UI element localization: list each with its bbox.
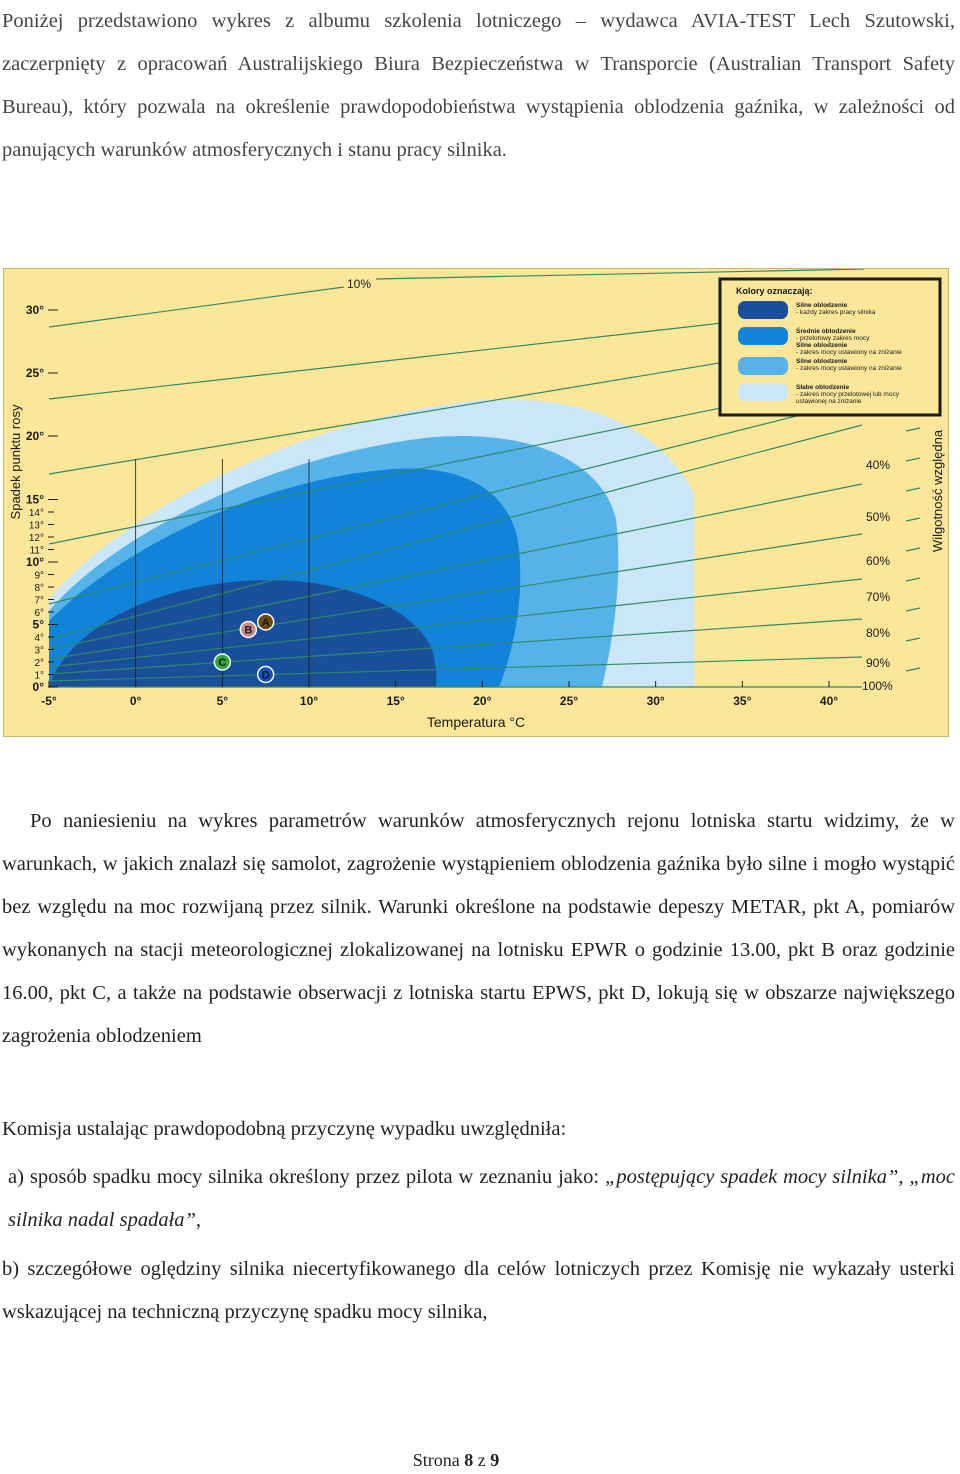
body-paragraph-2: Komisja ustalając prawdopodobną przyczynę wypadku uwzględniła: — [2, 1118, 567, 1140]
humidity-hatch — [906, 518, 920, 521]
x-tick-label: -5° — [41, 694, 57, 708]
humidity-line-label: 70% — [866, 590, 891, 604]
humidity-hatch — [906, 428, 920, 431]
y-tick-label: 10° — [25, 555, 44, 569]
legend-text: - każdy zakres pracy silnika — [796, 309, 876, 316]
legend-swatch — [738, 327, 788, 345]
y-tick-label: 6° — [34, 608, 44, 619]
humidity-line-label: 80% — [866, 626, 891, 640]
intro-paragraph: Poniżej przedstawiono wykres z albumu szkolenia lotniczego – wydawca AVIA-TEST Lech Szutowski, zaczerpnięty z opracowań Australijskiego Biura Bezpieczeństwa w Transporcie (Australian Transport Safety Bureau), który pozwala na określenie prawdopodobieństwa wystąpienia oblodzenia gaźnika, w zależności od panujących warunków atmosferycznych i stanu pracy silnika. — [2, 10, 955, 161]
humidity-hatch — [906, 668, 920, 671]
legend-text: - zakres mocy ustawiony na zniżanie — [796, 349, 902, 356]
x-tick-label: 15° — [386, 694, 405, 708]
y-tick-label: 12° — [28, 533, 44, 544]
legend-swatch — [738, 357, 788, 375]
x-tick-label: 10° — [299, 694, 319, 708]
humidity-line-label: 60% — [866, 554, 891, 568]
legend-text: Silne oblodzenie — [796, 342, 848, 349]
footer-prefix: Strona — [412, 1450, 465, 1470]
x-tick-label: 40° — [819, 694, 839, 708]
humidity-hatch — [906, 578, 920, 581]
legend-title: Kolory oznaczają: — [736, 286, 813, 296]
legend-text: Średnie oblodzenie — [796, 328, 856, 335]
x-axis-label: Temperatura °C — [426, 714, 526, 730]
legend-text: - przelotowy zakres mocy — [796, 335, 870, 342]
humidity-hatch — [906, 458, 920, 461]
x-tick-label: 20° — [473, 694, 492, 708]
x-tick-label: 35° — [733, 694, 752, 708]
y-tick-label: 7° — [34, 595, 44, 607]
y-tick-label: 20° — [25, 429, 44, 443]
y-tick-label: 9° — [34, 570, 44, 582]
point-label-d: D — [261, 669, 270, 682]
footer-total-pages: 9 — [490, 1450, 500, 1470]
humidity-line-label: 50% — [866, 510, 891, 524]
humidity-line-label: 100% — [862, 679, 893, 693]
humidity-line-label: 40% — [866, 458, 891, 472]
y-tick-label: 4° — [34, 633, 44, 644]
body-paragraph-4: b) szczegółowe oględziny silnika niecertyfikowanego dla celów lotniczych przez Komisję nie wykazały usterki wskazującej na techniczną przyczynę spadku mocy silnika, — [2, 1258, 955, 1323]
legend-text: Silne oblodzenie — [796, 358, 848, 365]
y-tick-label: 25° — [25, 366, 44, 380]
y-tick-label: 11° — [29, 545, 44, 557]
legend-swatch — [738, 301, 788, 319]
humidity-hatch — [906, 638, 920, 641]
y-tick-label: 15° — [25, 492, 44, 507]
y-axis-label: Spadek punktu rosy — [8, 404, 23, 520]
y-tick-label: 2° — [34, 658, 44, 669]
humidity-line-label: 10% — [347, 277, 372, 291]
legend-text: Silne oblodzenie — [796, 302, 848, 309]
humidity-line-label: 90% — [866, 656, 891, 670]
point-label-c: C — [218, 657, 227, 669]
footer-page-number: 8 — [464, 1450, 474, 1470]
y-tick-label: 5° — [32, 617, 44, 632]
paragraph-3-quote: „postępujący spadek mocy silnika”, „moc silnika nadal spadała”, — [8, 1166, 955, 1231]
y-tick-label: 8° — [34, 583, 44, 594]
carburetor-icing-chart — [3, 268, 949, 737]
y-tick-label: 0° — [32, 680, 44, 694]
y-tick-label: 13° — [28, 520, 44, 532]
body-paragraph-1: Po naniesieniu na wykres parametrów warunków atmosferycznych rejonu lotniska startu widzimy, że w warunkach, w jakich znalazł się samolot, zagrożenie wystąpieniem oblodzenia gaźnika było silne i mogło wystąpić bez względu na moc rozwijaną przez silnik. Warunki określone na podstawie depeszy METAR, pkt A, pomiarów wykonanych na stacji meteorologicznej zlokalizowanej na lotnisku EPWR o godzinie 13.00, pkt B oraz godzinie 16.00, pkt C, a także na podstawie obserwacji z lotniska startu EPWS, pkt D, lokują się w obszarze największego zagrożenia oblodzeniem — [2, 810, 955, 1047]
legend-text: - zakres mocy przelotowej lub mocy — [796, 391, 899, 398]
body-paragraph-3 — [2, 1156, 955, 1242]
legend-text: - zakres mocy ustawiony na zniżanie — [796, 365, 902, 372]
humidity-hatch — [906, 548, 920, 551]
chart-svg — [4, 269, 948, 736]
y-tick-label: 3° — [34, 645, 44, 657]
humidity-hatch — [906, 488, 920, 491]
x-tick-label: 0° — [129, 694, 142, 708]
legend-swatch — [738, 383, 788, 401]
point-label-b: B — [244, 624, 253, 637]
chart-legend — [720, 279, 940, 415]
x-tick-label: 25° — [559, 694, 579, 708]
page-footer — [0, 1450, 912, 1471]
y-tick-label: 1° — [34, 670, 44, 682]
x-tick-label: 30° — [646, 694, 665, 708]
footer-middle: z — [473, 1450, 491, 1470]
humidity-hatch — [906, 608, 920, 611]
y-tick-label: 30° — [25, 303, 44, 317]
legend-text: ustawionej na zniżanie — [796, 398, 862, 405]
point-label-a: A — [261, 617, 270, 629]
y-tick-label: 14° — [28, 508, 44, 519]
humidity-axis-label: Wilgotność względna — [930, 429, 945, 553]
legend-text: Słabe oblodzenie — [796, 384, 850, 391]
paragraph-3-prefix: a) sposób spadku mocy silnika określony przez pilota w zeznaniu jako: — [8, 1166, 605, 1188]
humidity-line — [49, 287, 344, 327]
x-tick-label: 5° — [216, 694, 229, 708]
